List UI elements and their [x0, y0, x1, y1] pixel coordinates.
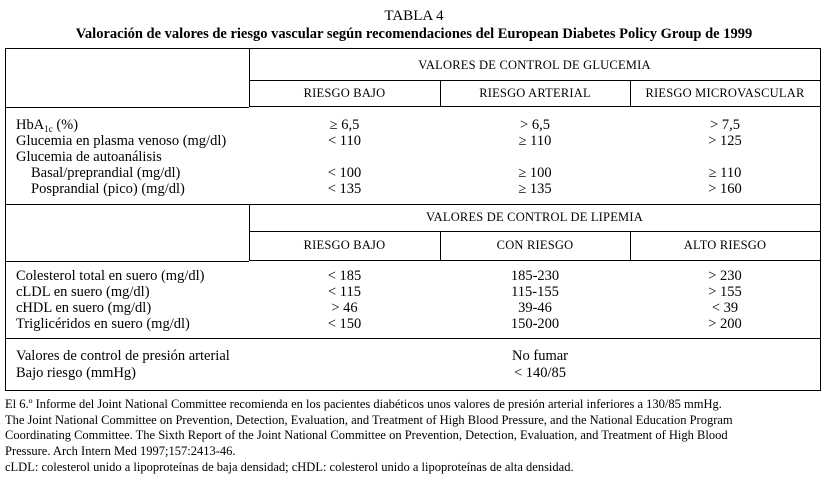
- cell: < 39: [711, 300, 739, 316]
- row-label-presion-arterial: Valores de control de presión arterial: [16, 348, 230, 364]
- cell: < 185: [327, 268, 362, 284]
- cell: ≥ 100: [518, 165, 552, 181]
- cell: ≥ 6,5: [329, 117, 360, 133]
- row-label-glucemia-plasma: Glucemia en plasma venoso (mg/dl): [16, 133, 227, 149]
- footnote: El 6.º Informe del Joint National Committee recomienda en los pacientes diabéticos unos valores de presión arterial inferiores a 130/85 mmHg.: [5, 397, 722, 411]
- divider: [249, 80, 820, 81]
- cell: > 160: [708, 181, 742, 197]
- row-label-basal: Basal/preprandial (mg/dl): [31, 165, 181, 181]
- cell: 185-230: [510, 268, 560, 284]
- cell: > 46: [331, 300, 358, 316]
- cell: 39-46: [518, 300, 552, 316]
- cell: 150-200: [510, 316, 560, 332]
- row-label-colesterol-total: Colesterol total en suero (mg/dl): [16, 268, 205, 284]
- divider: [5, 338, 821, 339]
- lipemia-col-riesgo-bajo: RIESGO BAJO: [303, 238, 386, 252]
- row-label-posprandial: Posprandial (pico) (mg/dl): [31, 181, 185, 197]
- cell: < 140/85: [513, 365, 567, 381]
- lipemia-header: VALORES DE CONTROL DE LIPEMIA: [426, 210, 643, 224]
- cell: < 115: [327, 284, 361, 300]
- cell: No fumar: [512, 348, 568, 364]
- lipemia-col-con-riesgo: CON RIESGO: [496, 238, 574, 252]
- cell: < 135: [327, 181, 362, 197]
- footnote: cLDL: colesterol unido a lipoproteínas de baja densidad; cHDL: colesterol unido a lipoproteínas de alta densidad.: [5, 460, 574, 474]
- cell: < 110: [327, 133, 361, 149]
- cell: < 150: [327, 316, 362, 332]
- row-label-bajo-riesgo: Bajo riesgo (mmHg): [16, 365, 137, 381]
- divider: [249, 260, 820, 261]
- cell: ≥ 110: [518, 133, 552, 149]
- cell: 115-155: [511, 284, 559, 300]
- cell: ≥ 110: [708, 165, 742, 181]
- glucemia-col-riesgo-bajo: RIESGO BAJO: [303, 86, 386, 100]
- cell: > 6,5: [520, 117, 550, 133]
- cell: > 7,5: [710, 117, 740, 133]
- row-label-hba1c: HbA$_{1c}$ (%): [16, 117, 79, 134]
- divider: [249, 231, 820, 232]
- table-number: TABLA 4: [384, 8, 444, 24]
- footnote: Pressure. Arch Intern Med 1997;157:2413-46.: [5, 444, 236, 458]
- cell: ≥ 135: [518, 181, 552, 197]
- cell: > 125: [708, 133, 742, 149]
- divider: [5, 204, 821, 205]
- divider: [5, 261, 249, 262]
- cell: < 100: [327, 165, 362, 181]
- glucemia-header: VALORES DE CONTROL DE GLUCEMIA: [418, 58, 651, 72]
- row-label-trigliceridos: Triglicéridos en suero (mg/dl): [16, 316, 190, 332]
- divider: [5, 107, 249, 108]
- cell: > 230: [708, 268, 742, 284]
- lipemia-col-alto-riesgo: ALTO RIESGO: [683, 238, 767, 252]
- row-label-chdl: cHDL en suero (mg/dl): [16, 300, 152, 316]
- glucemia-col-riesgo-microvascular: RIESGO MICROVASCULAR: [645, 86, 805, 100]
- divider: [249, 106, 820, 107]
- row-label-glucemia-autoanalisis: Glucemia de autoanálisis: [16, 149, 162, 165]
- cell: > 200: [708, 316, 742, 332]
- glucemia-col-riesgo-arterial: RIESGO ARTERIAL: [479, 86, 591, 100]
- footnote: Coordinating Committee. The Sixth Report of the Joint National Committee on Prevention, Detection, Evaluation, and Treatment of High Blood: [5, 428, 728, 442]
- cell: > 155: [708, 284, 742, 300]
- footnote: The Joint National Committee on Prevention, Detection, Evaluation, and Treatment of High Blood Pressure, and the National Education Program: [5, 413, 733, 427]
- table-title: Valoración de valores de riesgo vascular según recomendaciones del European Diabetes Policy Group de 1999: [75, 26, 753, 42]
- row-label-cldl: cLDL en suero (mg/dl): [16, 284, 150, 300]
